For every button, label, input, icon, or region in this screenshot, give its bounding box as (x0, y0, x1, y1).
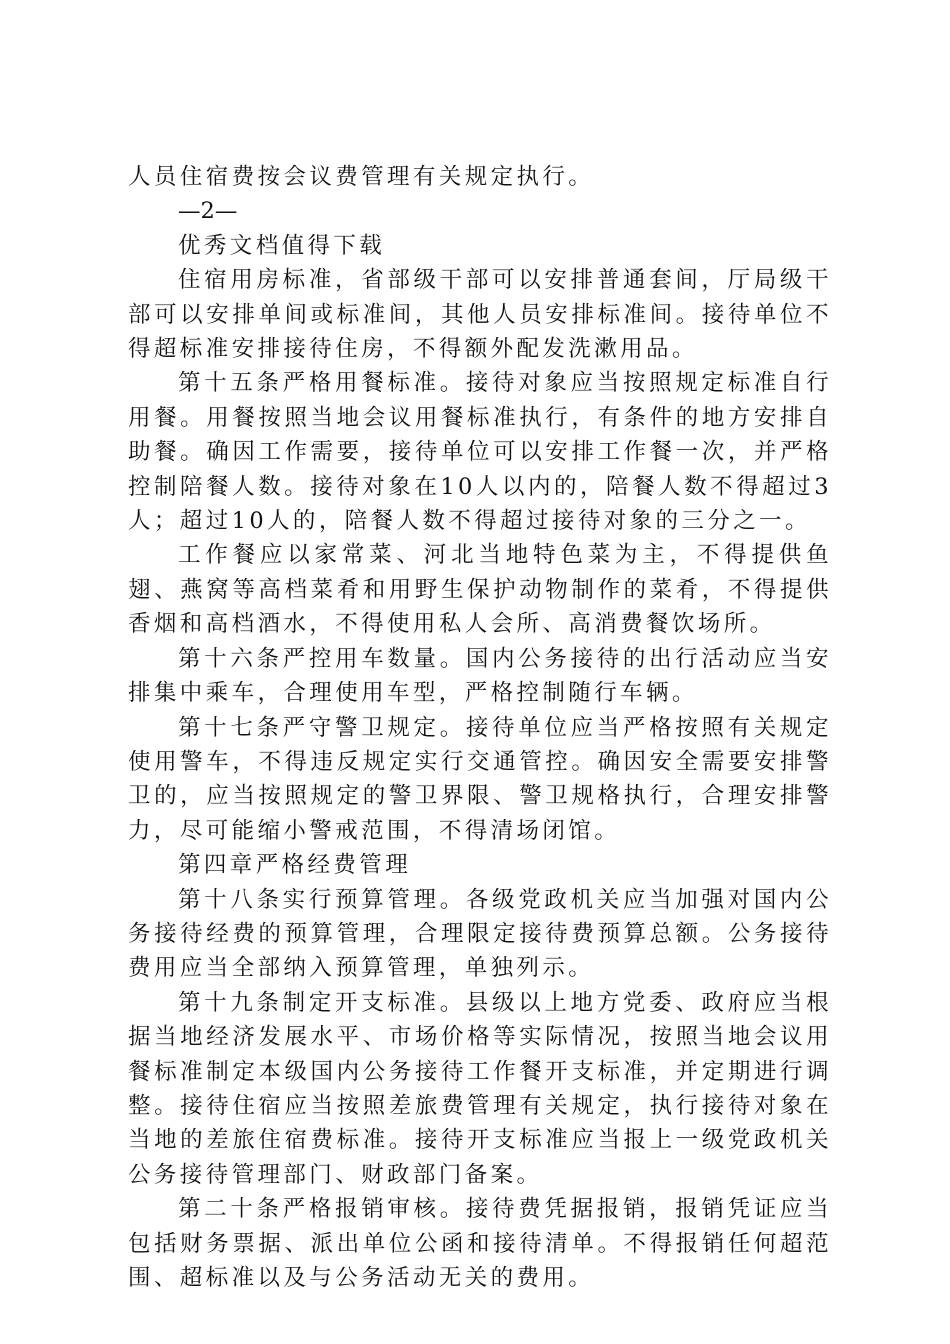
paragraph-lodging-continuation: 人员住宿费按会议费管理有关规定执行。 (128, 164, 595, 190)
paragraph-article-20: 第二十条严格报销审核。接待费凭据报销，报销凭证应当包括财务票据、派出单位公函和接待清单。不得报销任何超范围、超标准以及与公务活动无关的费用。 (128, 1196, 832, 1291)
paragraph-room-standard: 住宿用房标准，省部级干部可以安排普通套间，厅局级干部可以安排单间或标准间，其他人员安排标准间。接待单位不得超标准安排接待住房，不得额外配发洗漱用品。 (128, 267, 832, 363)
paragraph-work-meal: 工作餐应以家常菜、河北当地特色菜为主，不得提供鱼翅、燕窝等高档菜肴和用野生保护动物制作的菜肴，不得提供香烟和高档酒水，不得使用私人会所、高消费餐饮场所。 (128, 542, 832, 638)
paragraph-article-17: 第十七条严守警卫规定。接待单位应当严格按照有关规定使用警车，不得违反规定实行交通管控。确因安全需要安排警卫的，应当按照规定的警卫界限、警卫规格执行，合理安排警力，尽可能缩小警戒范围，不得清场闭馆。 (128, 714, 832, 844)
paragraph-article-16: 第十六条严控用车数量。国内公务接待的出行活动应当安排集中乘车，合理使用车型，严格控制随行车辆。 (128, 645, 832, 707)
page-number: —2— (178, 198, 238, 225)
paragraph-article-18: 第十八条实行预算管理。各级党政机关应当加强对国内公务接待经费的预算管理，合理限定接待费预算总额。公务接待费用应当全部纳入预算管理，单独列示。 (128, 886, 832, 982)
paragraph-article-15: 第十五条严格用餐标准。接待对象应当按照规定标准自行用餐。用餐按照当地会议用餐标准执行，有条件的地方安排自助餐。确因工作需要，接待单位可以安排工作餐一次，并严格控制陪餐人数。接待对象在10人以内的，陪餐人数不得超过3人；超过10人的，陪餐人数不得超过接待对象的三分之一。 (128, 370, 832, 535)
document-page (128, 160, 832, 1295)
download-note: 优秀文档值得下载 (178, 232, 386, 259)
paragraph-article-19: 第十九条制定开支标准。县级以上地方党委、政府应当根据当地经济发展水平、市场价格等实际情况，按照当地会议用餐标准制定本级国内公务接待工作餐开支标准，并定期进行调整。接待住宿应当按照差旅费管理有关规定，执行接待对象在当地的差旅住宿费标准。接待开支标准应当报上一级党政机关公务接待管理部门、财政部门备案。 (128, 989, 832, 1188)
chapter-heading-4: 第四章严格经费管理 (178, 852, 412, 879)
